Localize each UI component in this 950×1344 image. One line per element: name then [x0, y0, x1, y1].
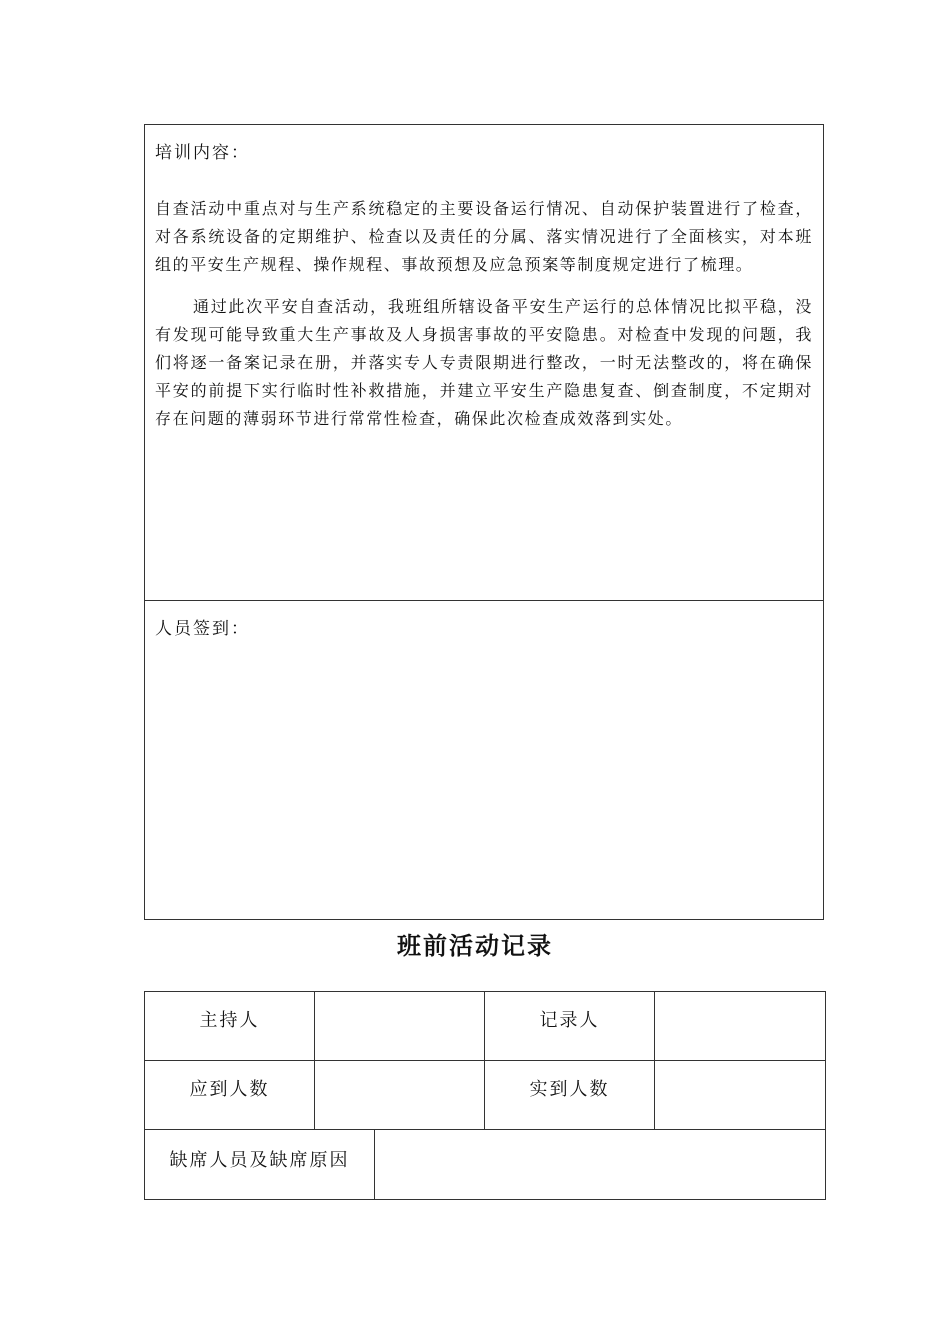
host-label: 主持人: [145, 992, 315, 1061]
recorder-label: 记录人: [485, 992, 655, 1061]
training-paragraph-1: 自查活动中重点对与生产系统稳定的主要设备运行情况、自动保护装置进行了检查，对各系统设备的定期维护、检查以及责任的分属、落实情况进行了全面核实，对本班组的平安生产规程、操作规程、事故预想及应急预案等制度规定进行了梳理。: [155, 199, 813, 274]
record-row-host: [145, 992, 826, 1061]
expected-count-label: 应到人数: [145, 1061, 315, 1130]
recorder-value[interactable]: [655, 992, 826, 1061]
host-value[interactable]: [315, 992, 485, 1061]
absent-value[interactable]: [375, 1130, 826, 1200]
training-paragraph-2: 通过此次平安自查活动，我班组所辖设备平安生产运行的总体情况比拟平稳，没有发现可能导致重大生产事故及人身损害事故的平安隐患。对检查中发现的问题，我们将逐一备案记录在册，并落实专人专责限期进行整改，一时无法整改的，将在确保平安的前提下实行临时性补救措施，并建立平安生产隐患复查、倒查制度，不定期对存在问题的薄弱环节进行常常性检查，确保此次检查成效落到实处。: [155, 297, 813, 428]
signin-cell: [145, 601, 823, 919]
training-table: [144, 124, 824, 920]
record-title: 班前活动记录: [397, 931, 553, 960]
absent-label: 缺席人员及缺席原因: [145, 1130, 375, 1200]
training-content-heading: 培训内容：: [155, 143, 250, 163]
record-table: [144, 991, 826, 1200]
record-row-absent: [145, 1130, 826, 1200]
actual-count-label: 实到人数: [485, 1061, 655, 1130]
training-content-cell: [145, 125, 823, 601]
signin-heading: 人员签到：: [155, 619, 250, 639]
record-row-attendance: [145, 1061, 826, 1130]
actual-count-value[interactable]: [655, 1061, 826, 1130]
expected-count-value[interactable]: [315, 1061, 485, 1130]
